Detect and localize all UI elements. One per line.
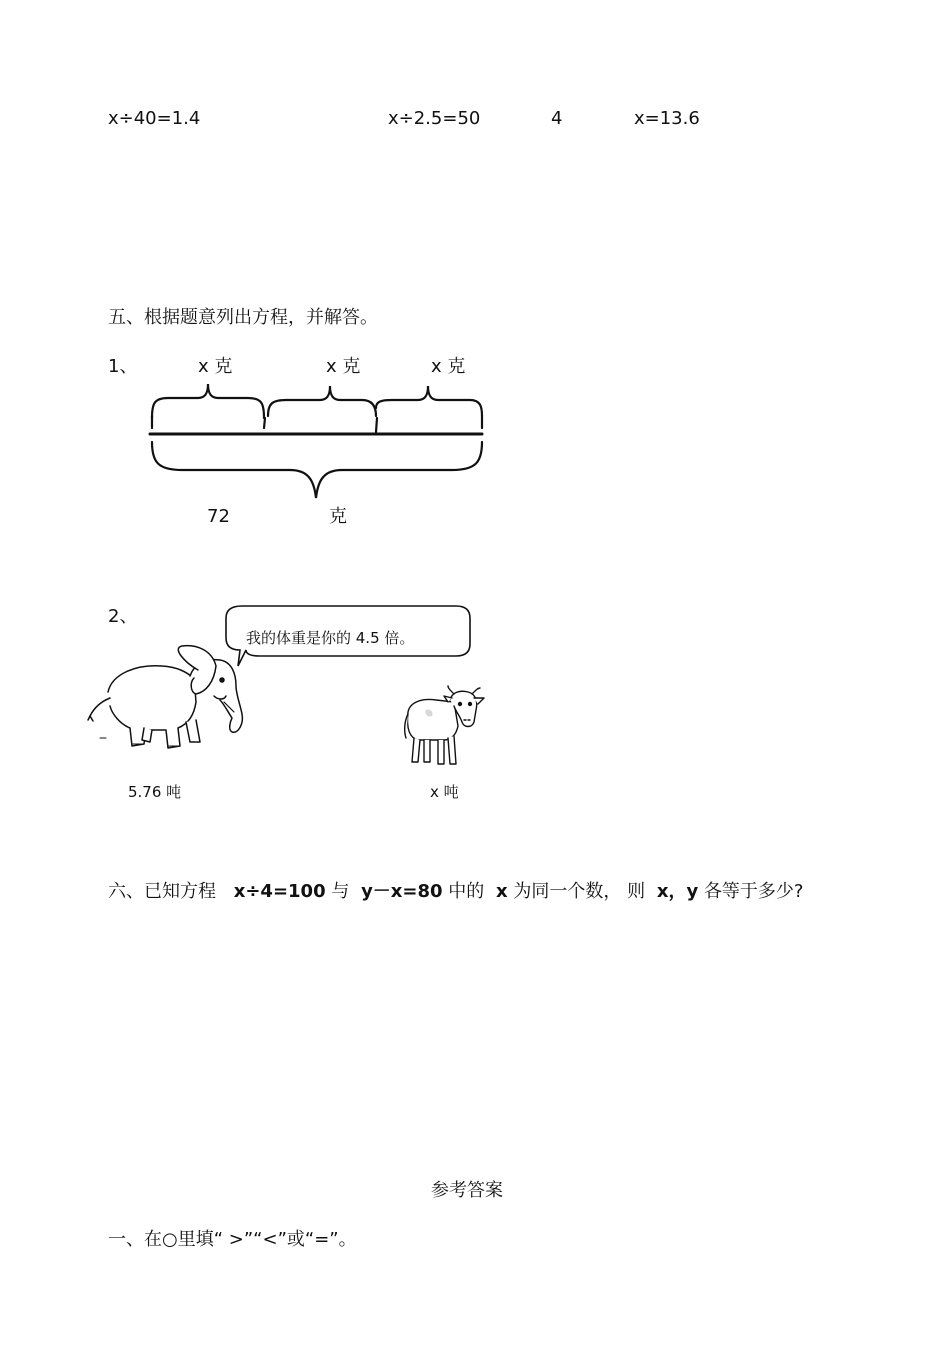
- segment-diagram: [140, 380, 500, 505]
- equation-2: x÷2.5=50: [388, 108, 481, 129]
- question-2-number: 2、: [108, 606, 138, 627]
- cow-image: [402, 686, 488, 768]
- elephant-image: [86, 642, 248, 760]
- answers-line-1: 一、在○里填“ >”“<”或“=”。: [108, 1229, 357, 1250]
- cow-weight: x 吨: [430, 783, 459, 801]
- equation-b: y－x=80: [361, 881, 443, 902]
- speech-text: 我的体重是你的 4.5 倍。: [246, 629, 415, 647]
- elephant-weight: 5.76 吨: [128, 783, 182, 801]
- segment-label-3: x 克: [431, 356, 466, 377]
- question-1-number: 1、: [108, 356, 138, 377]
- section-6-mid-3: 为同一个数， 则: [513, 881, 646, 902]
- total-value: 72: [207, 506, 230, 527]
- section-6-mid-2: 中的: [448, 881, 485, 902]
- equation-3: x=13.6: [634, 108, 700, 129]
- variable-x: x: [496, 881, 508, 902]
- section-5-title: 五、根据题意列出方程，并解答。: [108, 307, 378, 328]
- section-6-mid-1: 与: [331, 881, 350, 902]
- equation-3-coefficient: 4: [551, 108, 563, 129]
- section-6-prefix: 六、已知方程: [108, 881, 216, 902]
- total-unit: 克: [329, 506, 347, 527]
- equation-a: x÷4=100: [233, 881, 326, 902]
- segment-label-1: x 克: [198, 356, 233, 377]
- equation-1: x÷40=1.4: [108, 108, 201, 129]
- section-6-suffix: 各等于多少?: [703, 881, 804, 902]
- variables-xy: x，y: [656, 881, 699, 902]
- segment-label-2: x 克: [326, 356, 361, 377]
- section-6-question: [108, 883, 804, 901]
- answers-heading: 参考答案: [431, 1180, 503, 1201]
